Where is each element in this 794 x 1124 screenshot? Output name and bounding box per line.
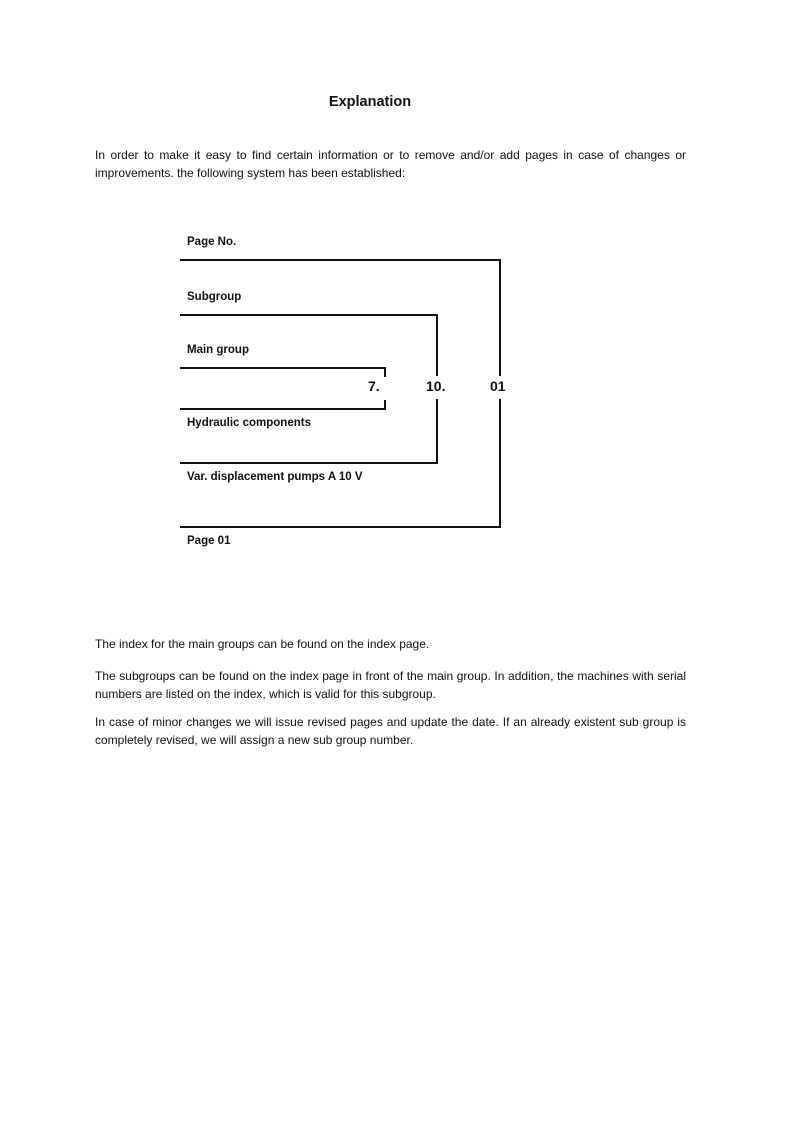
paragraph-revisions: In case of minor changes we will issue revised pages and update the date. If an already existent sub group is completely revised, we will assign a new sub group number.: [95, 715, 686, 747]
label-main-group: Main group: [187, 344, 249, 356]
number-main-group: 7.: [368, 378, 380, 394]
main-group-bracket-bottom: [181, 401, 385, 409]
paragraph-index-main-groups: The index for the main groups can be found on the index page.: [95, 637, 430, 651]
page-title: Explanation: [328, 94, 412, 110]
page-number-bracket: [181, 260, 500, 375]
label-subgroup: Subgroup: [187, 291, 242, 303]
label-page-no: Page No.: [187, 236, 237, 248]
number-subgroup: 10.: [426, 378, 446, 394]
subgroup-bracket-bottom: [181, 400, 437, 463]
intro-paragraph: In order to make it easy to find certain information or to remove and/or add pages in case of changes or improvements. the following system has been established:: [95, 148, 686, 180]
number-page: 01: [490, 378, 506, 394]
label-page-01: Page 01: [187, 535, 231, 547]
main-group-bracket: [181, 368, 385, 376]
label-hydraulic-components: Hydraulic components: [187, 417, 311, 429]
paragraph-subgroups: The subgroups can be found on the index page in front of the main group. In addition, the machines with serial numbers are listed on the index, which is valid for this subgroup.: [95, 669, 686, 701]
label-pumps: Var. displacement pumps A 10 V: [187, 471, 363, 483]
